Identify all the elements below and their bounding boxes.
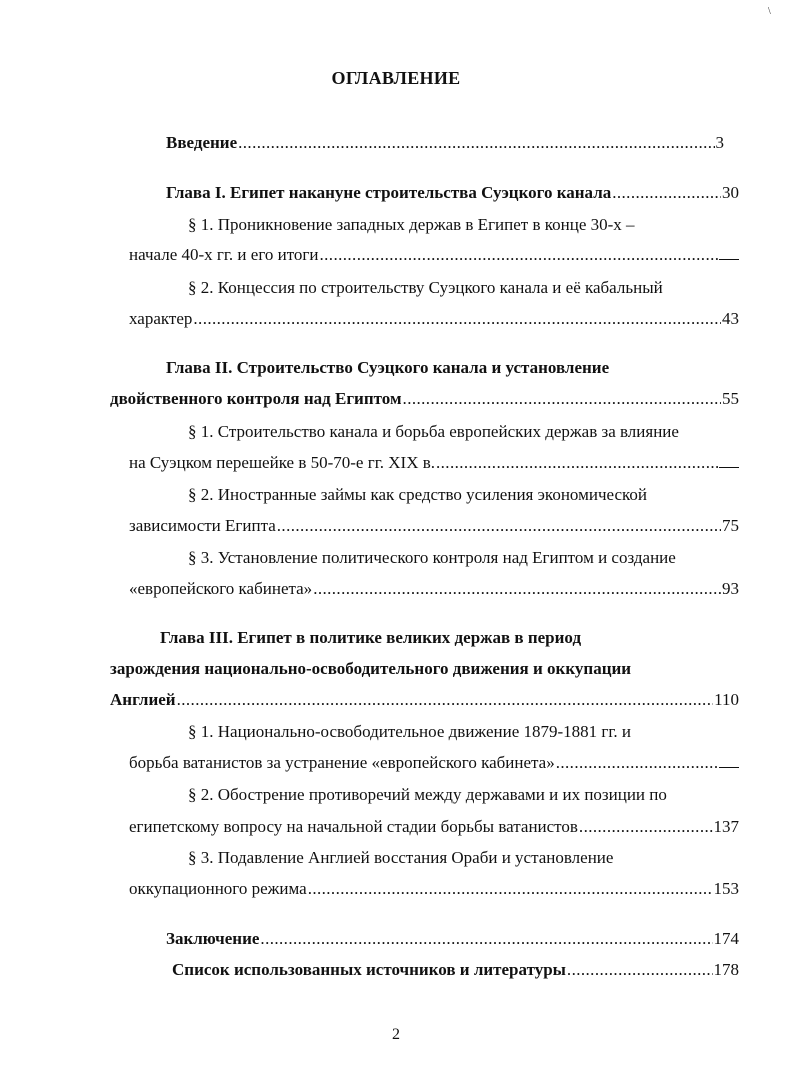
leader-dots [320, 243, 719, 267]
toc-ch1-s2-page: 43 [722, 309, 739, 328]
toc-intro-page: 3 [715, 133, 724, 152]
leader-dots [313, 577, 721, 601]
toc-entry-chapter-3[interactable] [110, 688, 739, 712]
toc-ch1-s2-line1: § 2. Концессия по строительству Суэцкого канала и её кабальный [188, 278, 663, 297]
toc-entry-ch3-s1[interactable] [129, 751, 739, 775]
toc-ch3-s1-line1: § 1. Национально-освободительное движение 1879-1881 гг. и [188, 722, 632, 741]
toc-intro-label: Введение [166, 133, 238, 152]
toc-ch2-title-line2: двойственного контроля над Египтом [110, 389, 402, 408]
toc-ch3-title-line3: Англией [110, 690, 176, 709]
blank-page-number [719, 451, 739, 475]
toc-ch2-s1-line2: на Суэцком перешейке в 50-70-е гг. XIX в. [129, 453, 435, 472]
toc-ch3-s3-page: 153 [713, 879, 739, 898]
blank-page-number [719, 751, 739, 775]
toc-ch1-s1-line1: § 1. Проникновение западных держав в Египет в конце 30-х – [188, 215, 635, 234]
page-title: ОГЛАВЛЕНИЕ [331, 68, 461, 88]
leader-dots [579, 815, 713, 839]
toc-ch2-s3-line1: § 3. Установление политического контроля над Египтом и создание [188, 548, 676, 567]
toc-entry-conclusion[interactable] [166, 927, 739, 951]
toc-ch2-s3-page: 93 [722, 579, 739, 598]
toc-entry-ch2-s1[interactable] [129, 451, 739, 475]
page-number: 2 [392, 1026, 400, 1043]
toc-entry-ch1-s1[interactable] [129, 243, 739, 267]
leader-dots [238, 131, 714, 155]
toc-entry-sources[interactable] [172, 958, 739, 982]
toc-ch3-title-line2: зарождения национально-освободительного движения и оккупации [110, 659, 632, 678]
toc-ch3-page: 110 [714, 690, 739, 709]
toc-ch3-s3-line1: § 3. Подавление Англией восстания Ораби и установление [188, 848, 614, 867]
toc-ch1-s1-line2: начале 40-х гг. и его итоги [129, 245, 319, 264]
toc-ch2-s1-line1: § 1. Строительство канала и борьба европейских держав за влияние [188, 422, 679, 441]
toc-entry-chapter-1[interactable] [166, 181, 739, 205]
toc-ch2-page: 55 [722, 389, 739, 408]
toc-ch2-s2-line2: зависимости Египта [129, 516, 276, 535]
toc-ch1-page: 30 [722, 183, 739, 202]
toc-ch1-s2-line2: характер [129, 309, 193, 328]
toc-sources-label: Список использованных источников и литературы [172, 960, 566, 979]
leader-dots [612, 181, 721, 205]
toc-entry-intro[interactable] [166, 131, 724, 155]
leader-dots [436, 451, 718, 475]
toc-ch2-s2-line1: § 2. Иностранные займы как средство усиления экономической [188, 485, 647, 504]
toc-ch3-s1-line2: борьба ватанистов за устранение «европейского кабинета» [129, 753, 555, 772]
toc-entry-ch2-s3[interactable] [129, 577, 739, 601]
toc-ch3-title-line1: Глава III. Египет в политике великих держав в период [160, 628, 582, 647]
toc-ch3-s2-page: 137 [713, 817, 739, 836]
toc-entry-ch3-s3[interactable] [129, 877, 739, 901]
toc-conclusion-label: Заключение [166, 929, 260, 948]
leader-dots [556, 751, 718, 775]
toc-ch3-s2-line2: египетскому вопросу на начальной стадии борьбы ватанистов [129, 817, 578, 836]
toc-ch3-s2-line1: § 2. Обострение противоречий между державами и их позиции по [188, 785, 667, 804]
leader-dots [277, 514, 721, 538]
toc-ch3-s3-line2: оккупационного режима [129, 879, 307, 898]
leader-dots [260, 927, 712, 951]
leader-dots [177, 688, 714, 712]
leader-dots [193, 307, 721, 331]
toc-conclusion-page: 174 [713, 929, 739, 948]
toc-ch2-s3-line2: «европейского кабинета» [129, 579, 313, 598]
toc-sources-page: 178 [713, 960, 739, 979]
toc-ch2-title-line1: Глава II. Строительство Суэцкого канала и установление [166, 358, 610, 377]
toc-entry-ch1-s2[interactable] [129, 307, 739, 331]
blank-page-number [719, 243, 739, 267]
toc-ch1-title: Глава I. Египет накануне строительства Суэцкого канала [166, 183, 612, 202]
toc-entry-ch3-s2[interactable] [129, 815, 739, 839]
toc-entry-ch2-s2[interactable] [129, 514, 739, 538]
leader-dots [567, 958, 713, 982]
toc-ch2-s2-page: 75 [722, 516, 739, 535]
corner-mark: \ [768, 6, 771, 17]
toc-entry-chapter-2[interactable] [110, 387, 739, 411]
leader-dots [403, 387, 721, 411]
leader-dots [308, 877, 713, 901]
